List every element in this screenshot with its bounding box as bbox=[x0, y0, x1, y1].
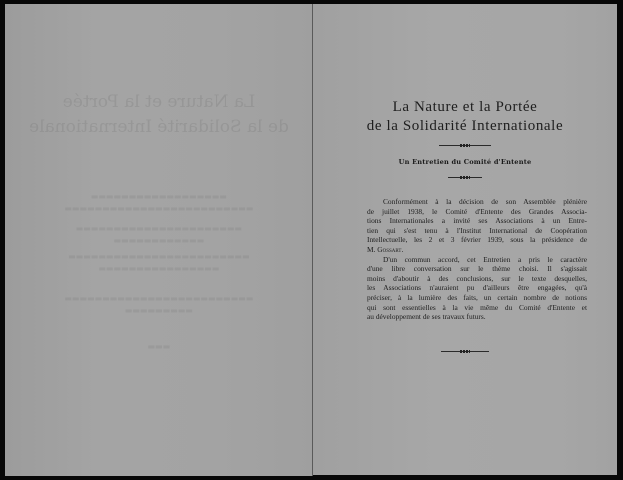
bleed-through-line: ▬▬▬▬▬▬▬▬▬▬▬▬▬▬▬▬ bbox=[98, 264, 220, 273]
text-line: au développement de ses travaux futurs. bbox=[367, 312, 486, 322]
ornament-divider-icon bbox=[448, 176, 482, 179]
text-line: D'un commun accord, cet Entretien a pris le caractère bbox=[383, 254, 587, 264]
bleed-through-line: ▬▬▬▬▬▬▬▬▬▬▬▬▬▬▬▬▬▬▬▬▬▬ bbox=[75, 224, 243, 233]
bleed-through-line: ▬▬▬▬▬▬▬▬▬▬▬▬▬▬▬▬▬▬▬▬▬▬▬▬▬ bbox=[64, 204, 254, 213]
page-title-line-2: de la Solidarité Internationale bbox=[366, 118, 564, 134]
text-line: moins d'aboutir à des conclusions, sur le texte desquelles, bbox=[367, 273, 587, 283]
text-line: Conformément à la décision de son Assemblée plénière bbox=[383, 197, 587, 206]
bleed-through-line: ▬▬▬▬▬▬▬▬▬▬▬▬▬▬▬▬▬▬▬▬▬▬▬▬▬ bbox=[64, 294, 254, 303]
text-line: Intellectuelle, les 2 et 3 février 1939, sous la présidence de bbox=[367, 235, 587, 245]
text-line: d'une libre conversation sur le thème choisi. Il s'agissait bbox=[367, 264, 587, 274]
person-name: Gossart bbox=[377, 244, 402, 254]
left-page bbox=[5, 4, 313, 476]
bleed-through-title-1: La Nature et la Portée bbox=[62, 92, 256, 112]
page-title-line-1: La Nature et la Portée bbox=[392, 99, 538, 115]
text-line: tions Internationales a invité ses Associations à un Entre- bbox=[367, 216, 587, 226]
text-line: les Associations n'auraient pu d'ailleurs être engagées, qu'à bbox=[367, 283, 587, 293]
bleed-through-line: ▬▬▬▬▬▬▬▬▬▬▬▬▬▬▬▬▬▬ bbox=[90, 192, 228, 201]
ornament-divider-icon bbox=[441, 350, 489, 353]
text-line: de juillet 1938, le Comité d'Entente des Grandes Associa- bbox=[367, 206, 587, 216]
body-text bbox=[367, 197, 587, 322]
paragraph-2 bbox=[367, 255, 587, 322]
section-subtitle: Un Entretien du Comité d'Entente bbox=[398, 158, 532, 166]
ornament-divider-icon bbox=[439, 144, 491, 147]
bleed-through-line: ▬▬▬▬▬▬▬▬▬▬▬▬▬▬▬▬▬▬▬▬▬▬▬▬ bbox=[68, 252, 250, 261]
bleed-through-line: ▬▬▬▬▬▬▬▬▬ bbox=[124, 306, 194, 315]
paragraph-1 bbox=[367, 197, 587, 255]
text-line: tien qui s'est tenu à l'Institut International de Coopération bbox=[367, 225, 587, 235]
text-line: qui sont essentielles à la vie même du Comité d'Entente et bbox=[367, 302, 587, 312]
text-line: préciser, à la lumière des faits, un certain nombre de notions bbox=[367, 292, 587, 302]
right-page bbox=[313, 4, 617, 475]
text-line: M. Gossart. bbox=[367, 244, 404, 254]
bleed-through-line: ▬▬▬▬▬▬▬▬▬▬▬▬ bbox=[113, 236, 205, 245]
bleed-through-line: ▬▬▬ bbox=[147, 342, 171, 351]
bleed-through-title-2: de la Solidarité Internationale bbox=[29, 117, 289, 137]
